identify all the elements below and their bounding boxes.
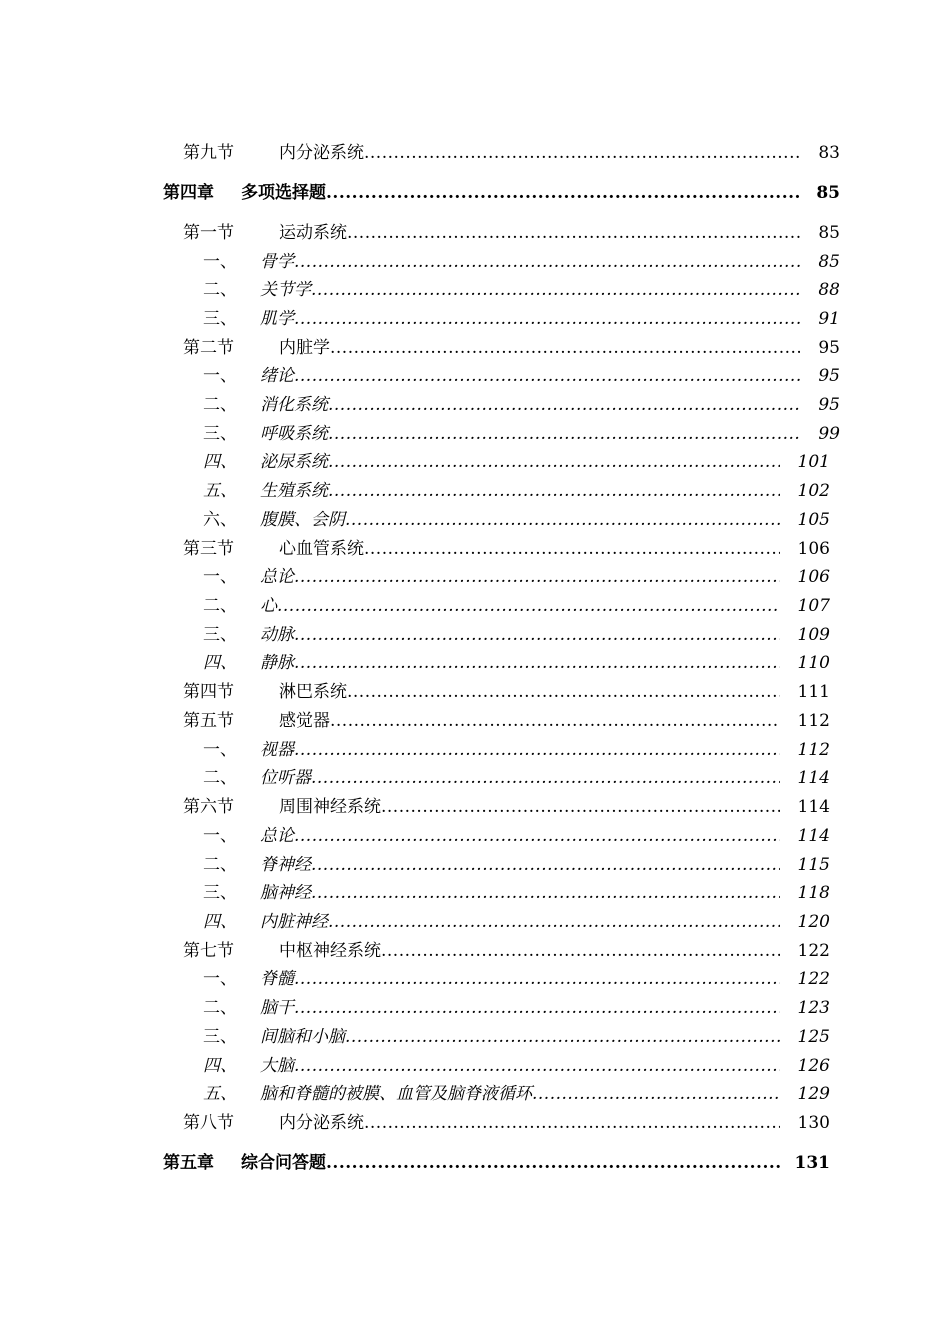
toc-entry-title: 脊髓	[260, 969, 294, 989]
toc-entry-title: 感觉器	[279, 711, 330, 731]
toc-dot-leader	[294, 994, 780, 1022]
toc-page-number: 125	[797, 1027, 830, 1047]
toc-dot-leader	[311, 764, 780, 792]
toc-page-number: 95	[818, 395, 840, 415]
toc-entry-number: 四、	[203, 653, 237, 673]
toc-entry-number: 第三节	[183, 539, 234, 559]
toc-page-number: 95	[818, 338, 840, 358]
toc-entry-number: 三、	[203, 1027, 237, 1047]
toc-entry-number: 四、	[203, 452, 237, 472]
toc-page-number: 111	[797, 682, 830, 702]
toc-entry-title: 总论	[260, 826, 294, 846]
toc-item-row[interactable]	[203, 1080, 830, 1108]
toc-dot-leader	[330, 334, 800, 362]
toc-entry-number: 第四章	[163, 183, 214, 203]
toc-entry-title: 消化系统	[260, 395, 328, 415]
toc-entry-number: 三、	[203, 625, 237, 645]
toc-section-row[interactable]	[183, 793, 830, 821]
toc-page-number: 99	[818, 424, 840, 444]
toc-page-number: 110	[797, 653, 830, 673]
toc-item-row[interactable]	[203, 362, 840, 390]
toc-page-number: 109	[797, 625, 830, 645]
toc-entry-number: 二、	[203, 596, 237, 616]
toc-entry-title: 间脑和小脑	[260, 1027, 345, 1047]
toc-page-number: 114	[797, 768, 830, 788]
toc-page-number: 126	[797, 1056, 830, 1076]
toc-item-row[interactable]	[203, 879, 830, 907]
toc-entry-title: 脑神经	[260, 883, 311, 903]
toc-dot-leader	[326, 179, 800, 207]
toc-entry-title: 淋巴系统	[279, 682, 347, 702]
toc-entry-title: 心血管系统	[279, 539, 364, 559]
toc-item-row[interactable]	[203, 822, 830, 850]
toc-item-row[interactable]	[203, 1052, 830, 1080]
toc-entry-title: 位听器	[260, 768, 311, 788]
toc-entry-number: 六、	[203, 510, 237, 530]
toc-entry-number: 第六节	[183, 797, 234, 817]
toc-dot-leader	[294, 1052, 780, 1080]
toc-page-number: 122	[797, 969, 830, 989]
toc-entry-number: 四、	[203, 912, 237, 932]
toc-dot-leader	[294, 621, 780, 649]
toc-entry-number: 一、	[203, 826, 237, 846]
toc-dot-leader	[294, 965, 780, 993]
toc-item-row[interactable]	[203, 994, 830, 1022]
toc-page-number: 85	[818, 223, 840, 243]
toc-entry-number: 五、	[203, 481, 237, 501]
toc-entry-number: 二、	[203, 855, 237, 875]
toc-dot-leader	[381, 937, 780, 965]
toc-dot-leader	[345, 506, 780, 534]
toc-page-number: 91	[818, 309, 840, 329]
toc-entry-title: 绪论	[260, 366, 294, 386]
toc-dot-leader	[381, 793, 780, 821]
toc-entry-number: 一、	[203, 969, 237, 989]
toc-entry-number: 第五章	[163, 1153, 214, 1173]
toc-entry-title: 心	[260, 596, 277, 616]
toc-page-number: 105	[797, 510, 830, 530]
toc-entry-title: 呼吸系统	[260, 424, 328, 444]
toc-entry-number: 第九节	[183, 143, 234, 163]
toc-page-number: 101	[797, 452, 830, 472]
toc-page-number: 112	[797, 711, 830, 731]
toc-entry-number: 一、	[203, 740, 237, 760]
toc-dot-leader	[347, 219, 800, 247]
toc-page-number: 106	[797, 539, 830, 559]
toc-page-number: 123	[797, 998, 830, 1018]
toc-entry-number: 五、	[203, 1084, 237, 1104]
toc-entry-title: 腹膜、会阴	[260, 510, 345, 530]
toc-entry-number: 第八节	[183, 1113, 234, 1133]
toc-dot-leader	[364, 139, 800, 167]
toc-dot-leader	[294, 248, 800, 276]
toc-entry-title: 内脏学	[279, 338, 330, 358]
toc-item-row[interactable]	[203, 851, 830, 879]
toc-section-row[interactable]	[183, 334, 840, 362]
toc-dot-leader	[311, 879, 780, 907]
toc-page-number: 131	[794, 1153, 830, 1173]
toc-entry-title: 生殖系统	[260, 481, 328, 501]
toc-entry-title: 泌尿系统	[260, 452, 328, 472]
toc-item-row[interactable]	[203, 305, 840, 333]
toc-section-row[interactable]	[183, 678, 830, 706]
toc-item-row[interactable]	[203, 965, 830, 993]
toc-entry-number: 第五节	[183, 711, 234, 731]
toc-page-number: 118	[797, 883, 830, 903]
toc-entry-title: 脑干	[260, 998, 294, 1018]
toc-item-row[interactable]	[203, 1023, 830, 1051]
toc-section-row[interactable]	[183, 937, 830, 965]
toc-dot-leader	[328, 391, 800, 419]
toc-section-row[interactable]	[183, 1109, 830, 1137]
toc-dot-leader	[294, 563, 780, 591]
toc-item-row[interactable]	[203, 477, 830, 505]
toc-dot-leader	[328, 420, 800, 448]
toc-dot-leader	[326, 1149, 780, 1177]
toc-dot-leader	[311, 851, 780, 879]
toc-page-number: 85	[816, 183, 840, 203]
toc-item-row[interactable]	[203, 649, 830, 677]
toc-entry-number: 一、	[203, 252, 237, 272]
toc-item-row[interactable]	[203, 764, 830, 792]
toc-entry-title: 动脉	[260, 625, 294, 645]
toc-page-number: 107	[797, 596, 830, 616]
toc-dot-leader	[532, 1080, 780, 1108]
toc-dot-leader	[364, 1109, 780, 1137]
toc-page-number: 106	[797, 567, 830, 587]
toc-page-number: 102	[797, 481, 830, 501]
toc-dot-leader	[345, 1023, 780, 1051]
toc-dot-leader	[311, 276, 800, 304]
toc-dot-leader	[277, 592, 780, 620]
toc-dot-leader	[294, 822, 780, 850]
toc-entry-number: 第二节	[183, 338, 234, 358]
toc-entry-title: 脑和脊髓的被膜、血管及脑脊液循环	[260, 1084, 532, 1104]
toc-entry-title: 多项选择题	[241, 183, 326, 203]
toc-page-number: 129	[797, 1084, 830, 1104]
toc-dot-leader	[347, 678, 780, 706]
toc-entry-number: 三、	[203, 309, 237, 329]
toc-entry-number: 二、	[203, 998, 237, 1018]
toc-item-row[interactable]	[203, 248, 840, 276]
toc-item-row[interactable]	[203, 506, 830, 534]
toc-entry-title: 静脉	[260, 653, 294, 673]
toc-item-row[interactable]	[203, 448, 830, 476]
toc-entry-title: 视器	[260, 740, 294, 760]
toc-chapter-row[interactable]	[163, 179, 840, 207]
toc-entry-number: 四、	[203, 1056, 237, 1076]
toc-page-number: 120	[797, 912, 830, 932]
toc-section-row[interactable]	[183, 219, 840, 247]
toc-dot-leader	[294, 736, 780, 764]
toc-entry-title: 大脑	[260, 1056, 294, 1076]
toc-entry-title: 肌学	[260, 309, 294, 329]
toc-page-number: 88	[818, 280, 840, 300]
toc-item-row[interactable]	[203, 420, 840, 448]
toc-dot-leader	[328, 448, 780, 476]
toc-page-number: 115	[797, 855, 830, 875]
toc-entry-number: 第七节	[183, 941, 234, 961]
toc-item-row[interactable]	[203, 736, 830, 764]
toc-item-row[interactable]	[203, 621, 830, 649]
toc-entry-title: 内分泌系统	[279, 1113, 364, 1133]
toc-page-number: 95	[818, 366, 840, 386]
toc-entry-number: 第四节	[183, 682, 234, 702]
toc-item-row[interactable]	[203, 592, 830, 620]
toc-entry-number: 一、	[203, 567, 237, 587]
toc-entry-title: 总论	[260, 567, 294, 587]
toc-entry-title: 内脏神经	[260, 912, 328, 932]
toc-dot-leader	[294, 649, 780, 677]
toc-entry-number: 三、	[203, 883, 237, 903]
toc-page-number: 122	[797, 941, 830, 961]
toc-entry-number: 三、	[203, 424, 237, 444]
toc-page-number: 114	[797, 826, 830, 846]
toc-entry-number: 一、	[203, 366, 237, 386]
toc-dot-leader	[330, 707, 780, 735]
toc-dot-leader	[328, 477, 780, 505]
toc-entry-title: 周围神经系统	[279, 797, 381, 817]
toc-entry-number: 二、	[203, 395, 237, 415]
toc-entry-title: 脊神经	[260, 855, 311, 875]
toc-item-row[interactable]	[203, 563, 830, 591]
toc-page-number: 85	[818, 252, 840, 272]
toc-entry-title: 中枢神经系统	[279, 941, 381, 961]
toc-page-number: 112	[797, 740, 830, 760]
toc-dot-leader	[328, 908, 780, 936]
toc-section-row[interactable]	[183, 707, 830, 735]
toc-chapter-row[interactable]	[163, 1149, 830, 1177]
toc-page-number: 130	[797, 1113, 830, 1133]
toc-entry-title: 综合问答题	[241, 1153, 326, 1173]
toc-page-number: 114	[797, 797, 830, 817]
toc-entry-number: 二、	[203, 280, 237, 300]
toc-dot-leader	[364, 535, 780, 563]
toc-entry-number: 二、	[203, 768, 237, 788]
toc-dot-leader	[294, 362, 800, 390]
toc-item-row[interactable]	[203, 391, 840, 419]
toc-section-row[interactable]	[183, 139, 840, 167]
toc-entry-title: 内分泌系统	[279, 143, 364, 163]
toc-entry-title: 运动系统	[279, 223, 347, 243]
toc-item-row[interactable]	[203, 908, 830, 936]
toc-dot-leader	[294, 305, 800, 333]
toc-section-row[interactable]	[183, 535, 830, 563]
toc-entry-number: 第一节	[183, 223, 234, 243]
toc-entry-title: 骨学	[260, 252, 294, 272]
toc-entry-title: 关节学	[260, 280, 311, 300]
toc-item-row[interactable]	[203, 276, 840, 304]
toc-page-number: 83	[818, 143, 840, 163]
